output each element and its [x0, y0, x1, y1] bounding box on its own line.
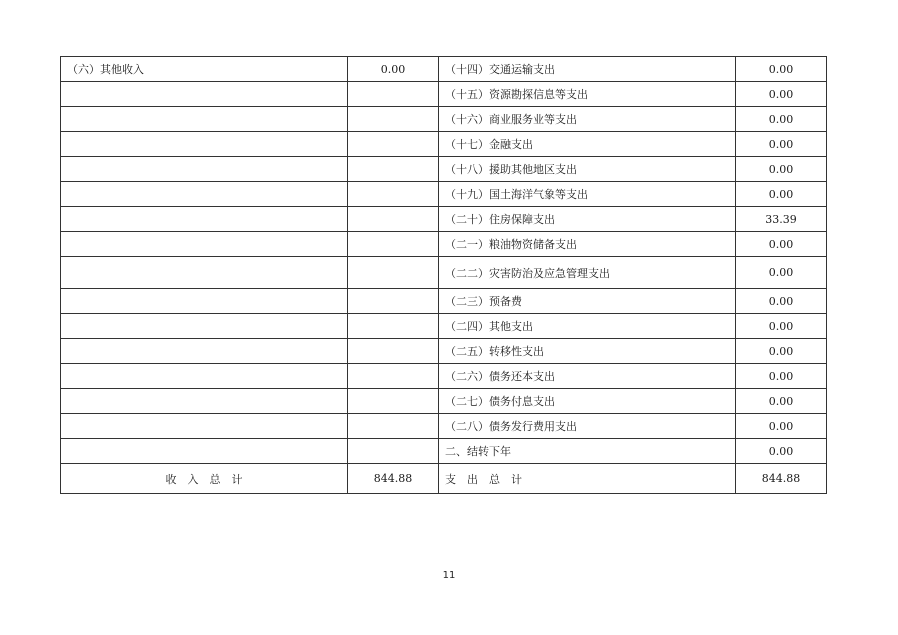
income-item — [61, 182, 348, 207]
expense-item: （二八）债务发行费用支出 — [439, 414, 736, 439]
table-row — [61, 207, 827, 232]
income-amount — [348, 182, 439, 207]
expense-amount: 0.00 — [736, 364, 827, 389]
income-item — [61, 257, 348, 289]
page-number: 11 — [442, 570, 456, 581]
expense-amount: 0.00 — [736, 57, 827, 82]
table-row — [61, 389, 827, 414]
income-total-amount: 844.88 — [348, 464, 439, 494]
table-row — [61, 364, 827, 389]
expense-amount: 0.00 — [736, 289, 827, 314]
total-row — [61, 464, 827, 494]
expense-amount: 0.00 — [736, 232, 827, 257]
income-amount — [348, 132, 439, 157]
expense-amount: 0.00 — [736, 132, 827, 157]
income-item — [61, 389, 348, 414]
income-item — [61, 364, 348, 389]
expense-amount: 0.00 — [736, 107, 827, 132]
income-amount — [348, 314, 439, 339]
income-item — [61, 232, 348, 257]
income-amount — [348, 157, 439, 182]
expense-amount: 0.00 — [736, 182, 827, 207]
income-item — [61, 289, 348, 314]
income-amount — [348, 339, 439, 364]
income-item — [61, 107, 348, 132]
income-item: （六）其他收入 — [61, 57, 348, 82]
income-amount — [348, 207, 439, 232]
table-row — [61, 157, 827, 182]
income-amount — [348, 439, 439, 464]
expense-item: （二一）粮油物资储备支出 — [439, 232, 736, 257]
expense-item: （十五）资源勘探信息等支出 — [439, 82, 736, 107]
expense-item: （二四）其他支出 — [439, 314, 736, 339]
table-row — [61, 289, 827, 314]
table-row — [61, 182, 827, 207]
income-amount — [348, 364, 439, 389]
income-amount — [348, 257, 439, 289]
expense-item: （十六）商业服务业等支出 — [439, 107, 736, 132]
expense-item: （二七）债务付息支出 — [439, 389, 736, 414]
income-amount — [348, 414, 439, 439]
table-row — [61, 107, 827, 132]
income-amount — [348, 389, 439, 414]
expense-total-amount: 844.88 — [736, 464, 827, 494]
expense-item: （二六）债务还本支出 — [439, 364, 736, 389]
income-item — [61, 82, 348, 107]
expense-item: （十四）交通运输支出 — [439, 57, 736, 82]
income-item — [61, 132, 348, 157]
expense-item: （二二）灾害防治及应急管理支出 — [439, 257, 736, 289]
table-row — [61, 82, 827, 107]
expense-amount: 0.00 — [736, 439, 827, 464]
expense-amount: 0.00 — [736, 389, 827, 414]
expense-total-label: 支 出 总 计 — [439, 464, 736, 494]
table-row — [61, 414, 827, 439]
table-row — [61, 339, 827, 364]
income-amount — [348, 289, 439, 314]
table-row — [61, 257, 827, 289]
expense-amount: 0.00 — [736, 314, 827, 339]
income-item — [61, 314, 348, 339]
income-amount — [348, 107, 439, 132]
income-item — [61, 157, 348, 182]
income-item — [61, 414, 348, 439]
income-amount — [348, 82, 439, 107]
expense-item: （二十）住房保障支出 — [439, 207, 736, 232]
expense-amount: 0.00 — [736, 157, 827, 182]
table-row — [61, 439, 827, 464]
expense-item: （十九）国土海洋气象等支出 — [439, 182, 736, 207]
income-item — [61, 439, 348, 464]
table-row — [61, 314, 827, 339]
income-amount: 0.00 — [348, 57, 439, 82]
expense-amount: 33.39 — [736, 207, 827, 232]
income-item — [61, 339, 348, 364]
income-total-label: 收 入 总 计 — [61, 464, 348, 494]
expense-item: 二、结转下年 — [439, 439, 736, 464]
table-row — [61, 57, 827, 82]
expense-item: （十八）援助其他地区支出 — [439, 157, 736, 182]
income-amount — [348, 232, 439, 257]
expense-item: （二五）转移性支出 — [439, 339, 736, 364]
budget-table — [60, 56, 827, 494]
expense-item: （二三）预备费 — [439, 289, 736, 314]
expense-item: （十七）金融支出 — [439, 132, 736, 157]
expense-amount: 0.00 — [736, 82, 827, 107]
expense-amount: 0.00 — [736, 414, 827, 439]
expense-amount: 0.00 — [736, 339, 827, 364]
table-row — [61, 232, 827, 257]
table-row — [61, 132, 827, 157]
expense-amount: 0.00 — [736, 257, 827, 289]
income-item — [61, 207, 348, 232]
